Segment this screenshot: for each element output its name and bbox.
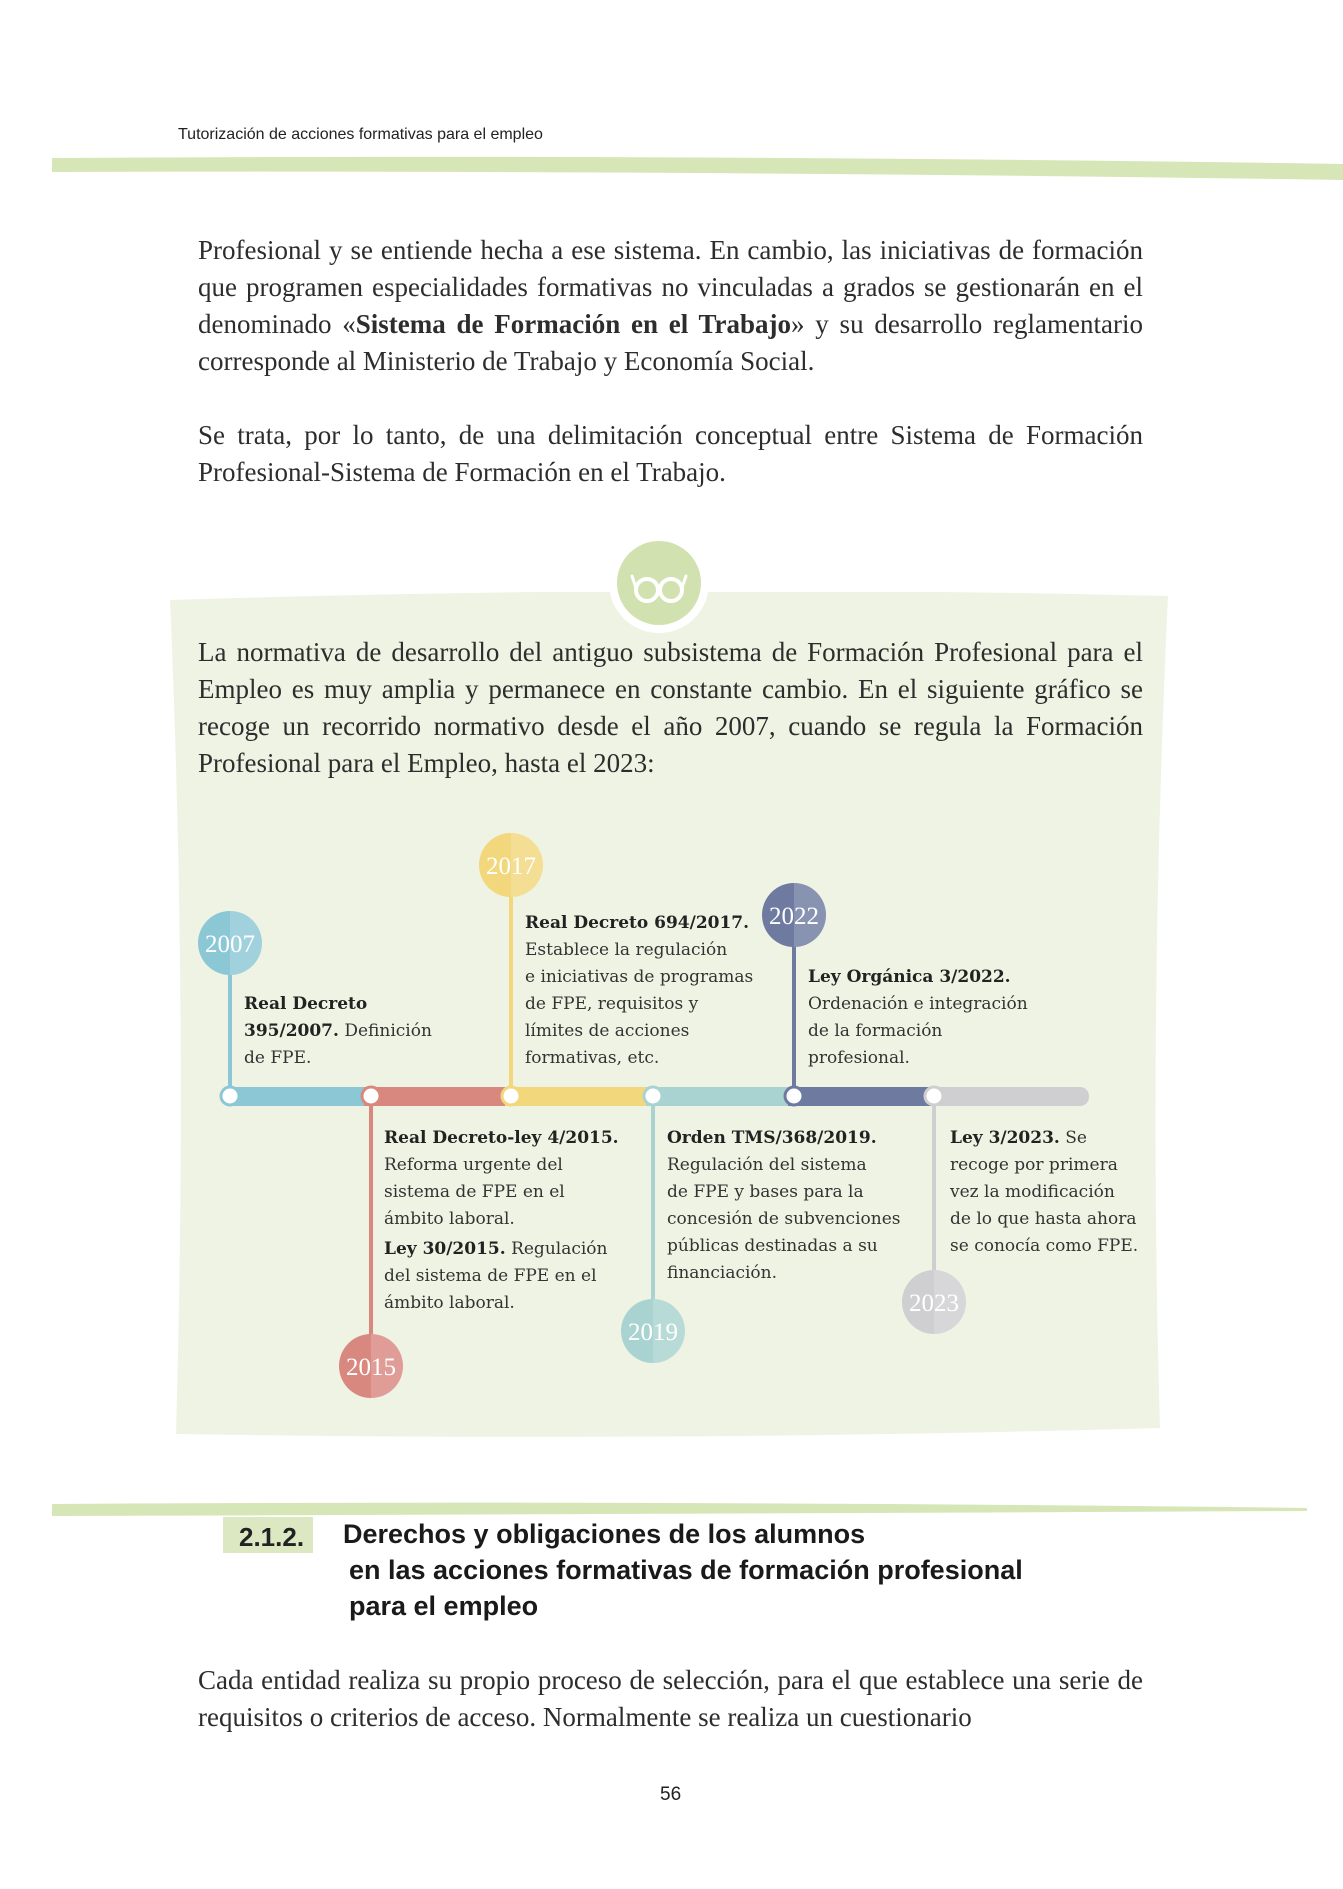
note-text: La normativa de desarrollo del antiguo subsistema de Formación Profesional para el Empleo es muy amplia y permanece en constante cambio. En el siguiente gráfico se recoge un recorrido normativo desde el año 2007, cuando se regula la Formación Profesional para el Empleo, hasta el 2023: — [198, 637, 1143, 778]
bar-segment-2023 — [928, 1087, 1089, 1106]
intro-paragraph-1: Profesional y se entiende hecha a ese sistema. En cambio, las iniciativas de formación que programen especialidades formativas no vinculadas a grados se gestionarán en el denominado «Sistema de Formación en el Trabajo» y su desarrollo reglamentario corresponde al Ministerio de Trabajo y Economía Social. — [198, 235, 1143, 376]
svg-text:2007: 2007 — [205, 931, 255, 958]
year-badge-2019 — [621, 1299, 685, 1363]
intro-paragraph-2: Se trata, por lo tanto, de una delimitación conceptual entre Sistema de Formación Profesional-Sistema de Formación en el Trabajo. — [198, 420, 1143, 487]
year-badge-2023 — [902, 1270, 966, 1334]
timeline-entry-2017: Real Decreto 694/2017. Establece la regulación e iniciativas de programas de FPE, requisitos y límites de acciones formativas, etc. — [525, 913, 754, 1068]
year-badge-2007 — [198, 911, 262, 975]
timeline-entry-2007: Real Decreto 395/2007. Definición de FPE. — [244, 994, 432, 1068]
year-badge-2022 — [762, 883, 826, 947]
node-2015 — [362, 1087, 380, 1105]
timeline-entry-2015: Real Decreto-ley 4/2015. Reforma urgente del sistema de FPE en el ámbito laboral. Ley 30/2015. Regulación del sistema de FPE en el ámbito laboral. — [384, 1128, 619, 1313]
node-2017 — [502, 1087, 520, 1105]
node-2007 — [221, 1087, 239, 1105]
svg-text:2019: 2019 — [628, 1319, 678, 1346]
year-badge-2015 — [339, 1334, 403, 1398]
running-header: Tutorización de acciones formativas para el empleo — [178, 126, 543, 143]
bar-segment-2007 — [224, 1087, 372, 1106]
timeline-entry-2019: Orden TMS/368/2019. Regulación del sistema de FPE y bases para la concesión de subvenciones públicas destinadas a su financiación. — [667, 1128, 901, 1283]
closing-paragraph: Cada entidad realiza su propio proceso de selección, para el que establece una serie de requisitos o criterios de acceso. Normalmente se realiza un cuestionario — [198, 1665, 1143, 1732]
section-title-line-3: para el empleo — [349, 1591, 539, 1621]
svg-text:2022: 2022 — [769, 903, 819, 930]
svg-text:2015: 2015 — [346, 1354, 396, 1381]
node-2019 — [644, 1087, 662, 1105]
bar-segment-2022 — [788, 1087, 936, 1106]
bar-segment-2019 — [646, 1087, 796, 1106]
node-2023 — [925, 1087, 943, 1105]
section-number: 2.1.2. — [223, 1517, 313, 1553]
svg-text:2023: 2023 — [909, 1290, 959, 1317]
timeline-entry-2023: Ley 3/2023. Se recoge por primera vez la modificación de lo que hasta ahora se conocía como FPE. — [950, 1128, 1139, 1256]
bar-segment-2017 — [505, 1087, 654, 1106]
section-title-line-1: Derechos y obligaciones de los alumnos — [343, 1519, 866, 1549]
section-title-line-2: en las acciones formativas de formación profesional — [349, 1555, 1023, 1585]
svg-text:2017: 2017 — [486, 853, 536, 880]
timeline-entry-2022: Ley Orgánica 3/2022. Ordenación e integración de la formación profesional. — [808, 967, 1028, 1068]
page-number: 56 — [660, 1784, 682, 1805]
bar-segment-2015 — [364, 1087, 513, 1106]
year-badge-2017 — [479, 833, 543, 897]
node-2022 — [785, 1087, 803, 1105]
